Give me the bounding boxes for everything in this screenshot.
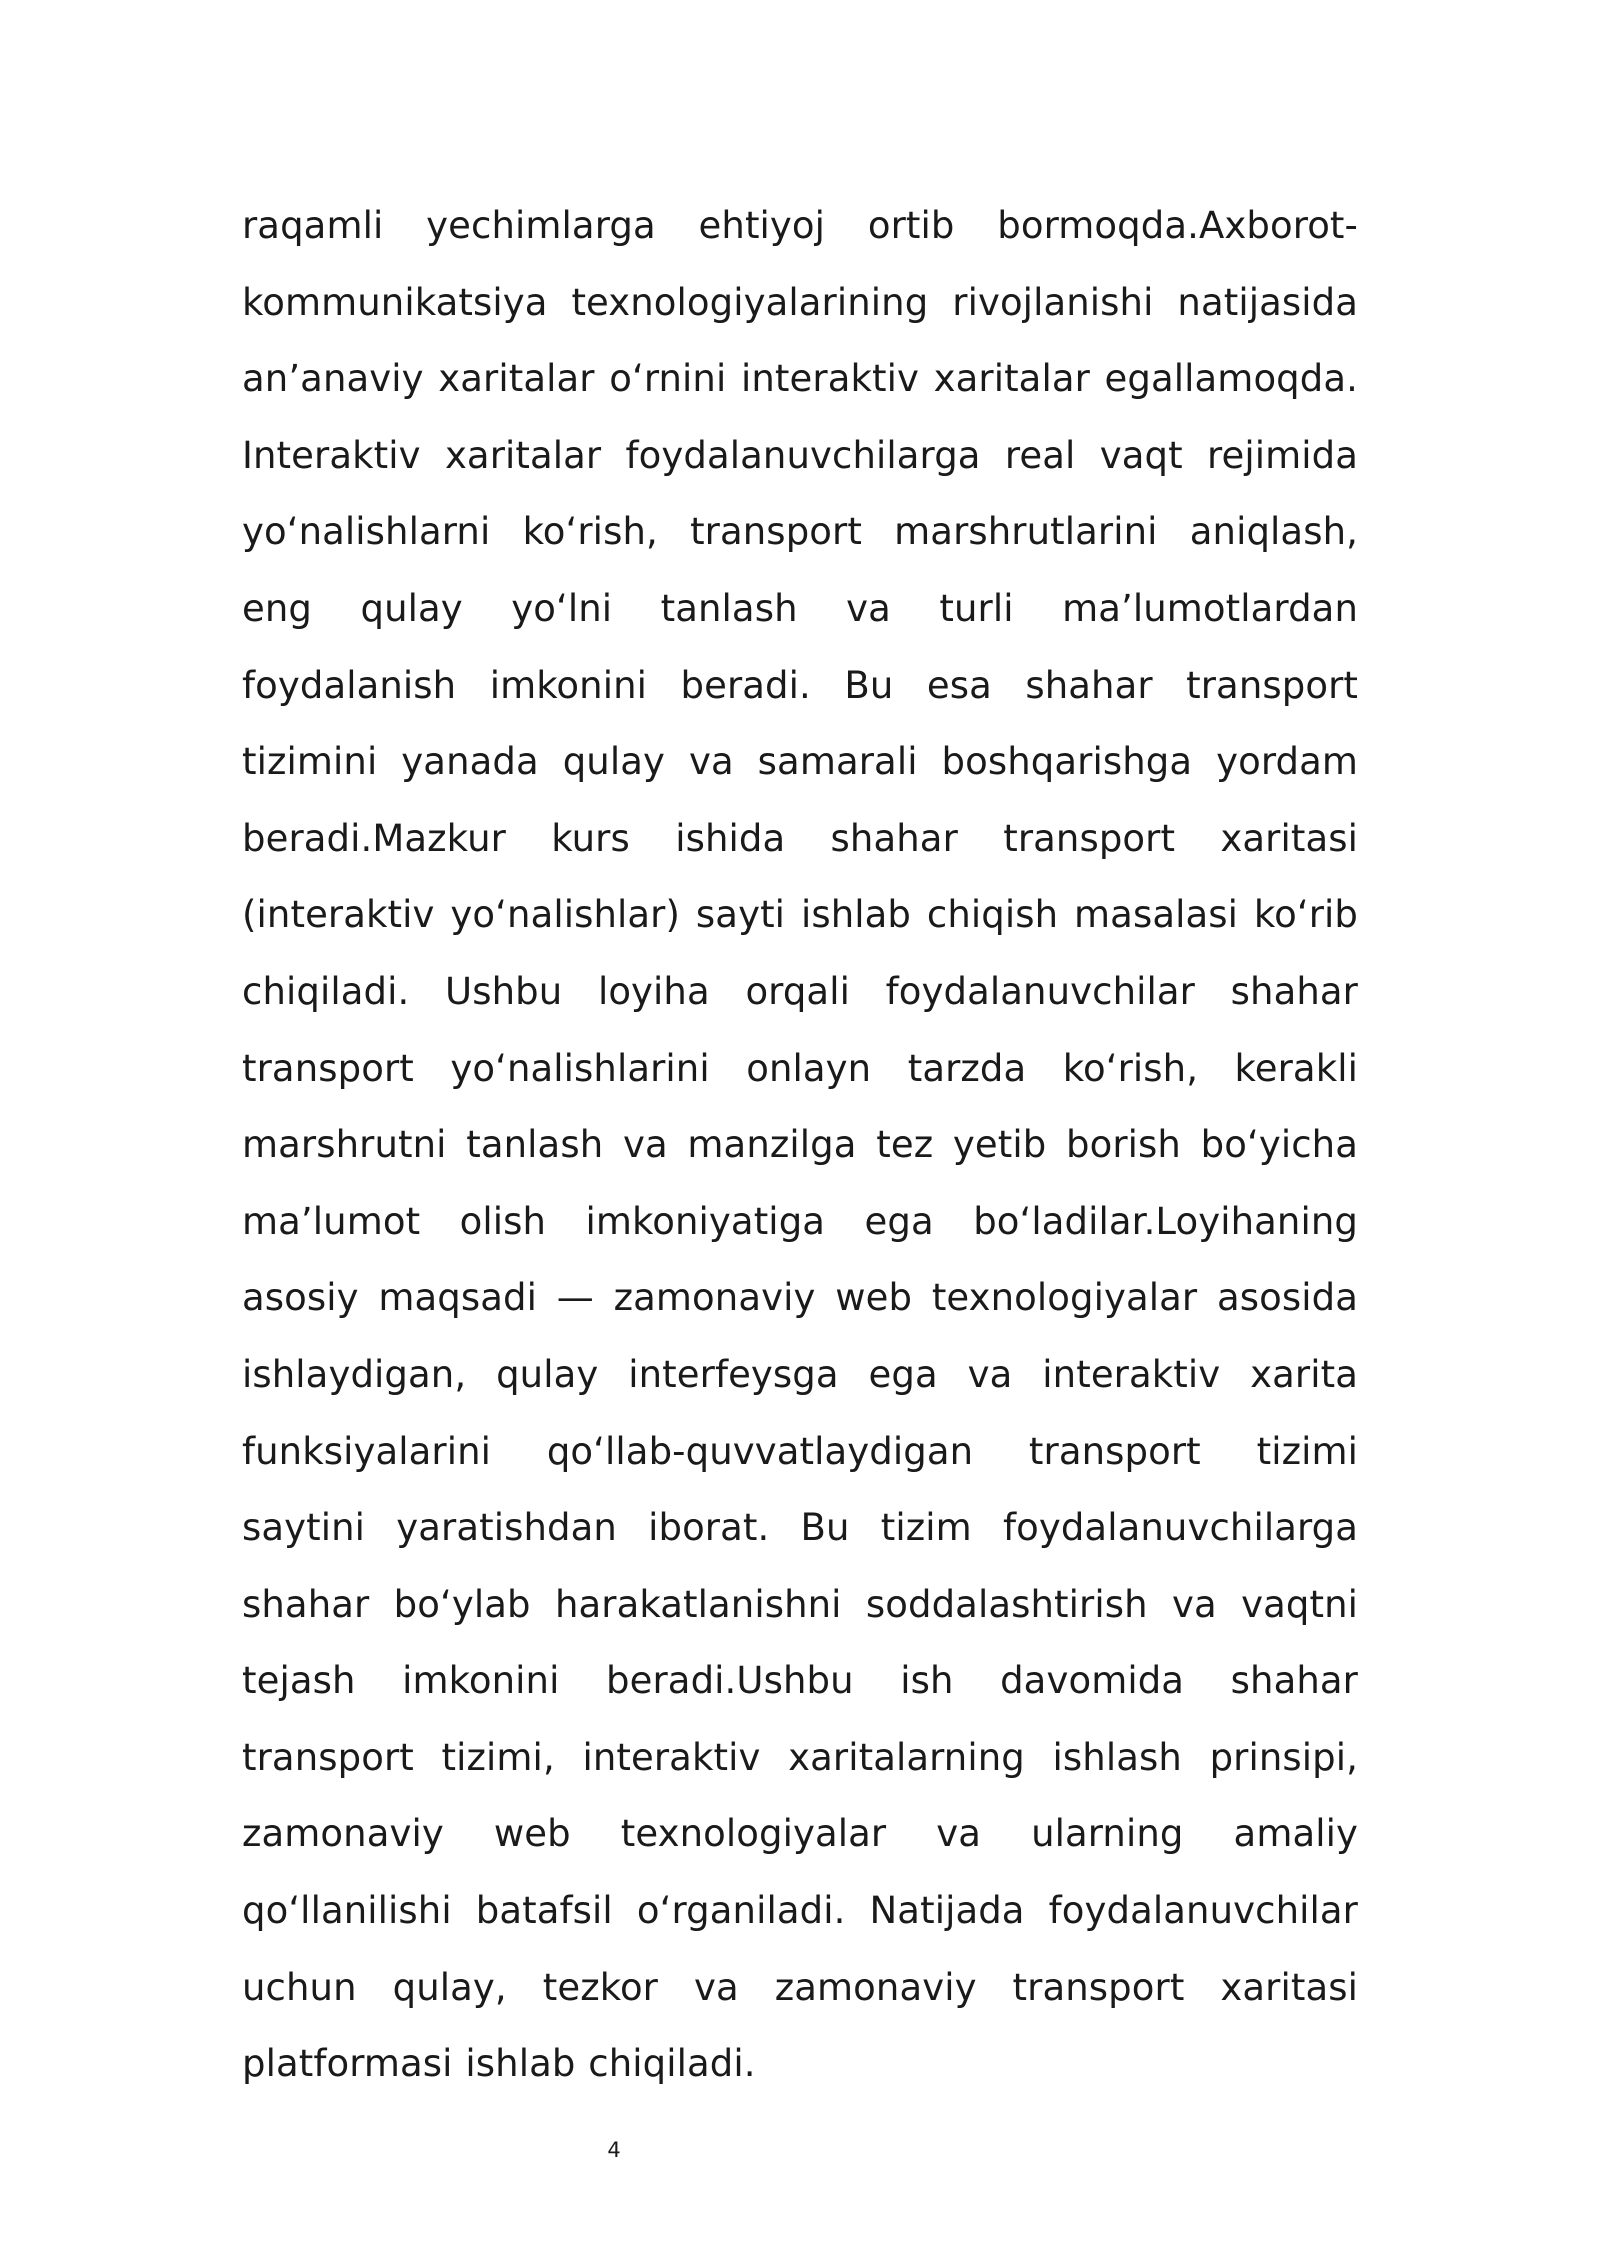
page-number: 4 [607,2138,621,2162]
body-paragraph: raqamli yechimlarga ehtiyoj ortib bormoqda.Axborot-kommunikatsiya texnologiyalarining rivojlanishi natijasida an’anaviy xaritalar o‘rnini interaktiv xaritalar egallamoqda. Interaktiv xaritalar foydalanuvchilarga real vaqt rejimida yo‘nalishlarni ko‘rish, transport marshrutlarini aniqlash, eng qulay yo‘lni tanlash va turli ma’lumotlardan foydalanish imkonini beradi. Bu esa shahar transport tizimini yanada qulay va samarali boshqarishga yordam beradi.Mazkur kurs ishida shahar transport xaritasi (interaktiv yo‘nalishlar) sayti ishlab chiqish masalasi ko‘rib chiqiladi. Ushbu loyiha orqali foydalanuvchilar shahar transport yo‘nalishlarini onlayn tarzda ko‘rish, kerakli marshrutni tanlash va manzilga tez yetib borish bo‘yicha ma’lumot olish imkoniyatiga ega bo‘ladilar.Loyihaning asosiy maqsadi — zamonaviy web texnologiyalar asosida ishlaydigan, qulay interfeysga ega va interaktiv xarita funksiyalarini qo‘llab-quvvatlaydigan transport tizimi saytini yaratishdan iborat. Bu tizim foydalanuvchilarga shahar bo‘ylab harakatlanishni soddalashtirish va vaqtni tejash imkonini beradi.Ushbu ish davomida shahar transport tizimi, interaktiv xaritalarning ishlash prinsipi, zamonaviy web texnologiyalar va ularning amaliy qo‘llanilishi batafsil o‘rganiladi. Natijada foydalanuvchilar uchun qulay, tezkor va zamonaviy transport xaritasi platformasi ishlab chiqiladi. [242,204,1358,2086]
